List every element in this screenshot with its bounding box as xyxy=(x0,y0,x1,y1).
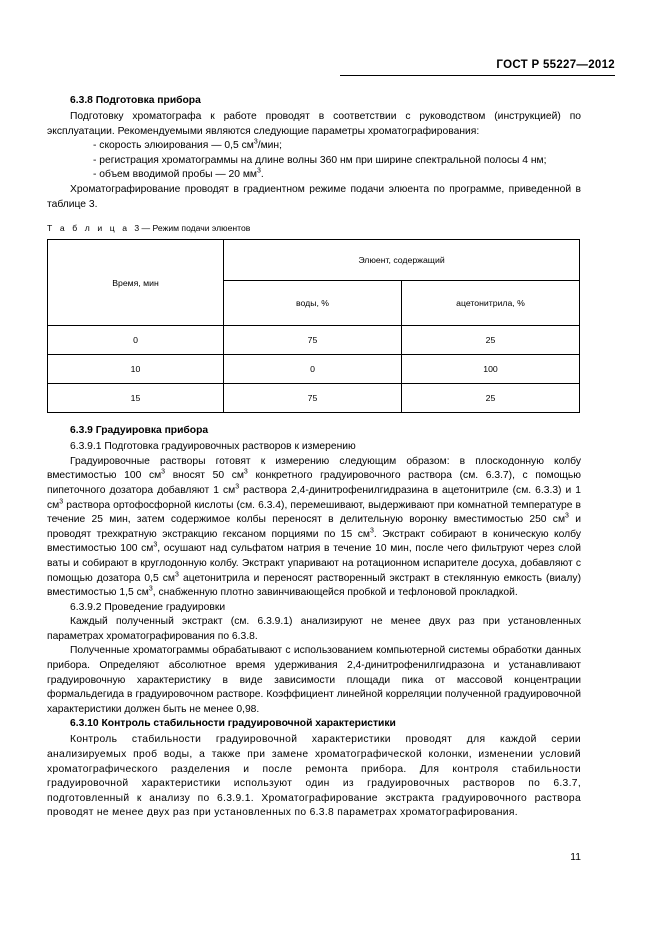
table-caption-title: Режим подачи элюентов xyxy=(152,223,251,234)
running-header xyxy=(340,58,615,76)
cell-time: 15 xyxy=(48,384,224,413)
cell-water: 75 xyxy=(224,384,402,413)
frag-i: ацетонитрила и переносят растворенный экстракт в стеклянную емкость (виалу) вместимостью 1,5 см xyxy=(47,572,581,599)
paragraph-6391 xyxy=(47,455,581,601)
cell-water: 0 xyxy=(224,355,402,384)
frag-a: Градуировочные растворы готовят к измерению следующим образом: в плоскодонную колбу вместимостью 100 см xyxy=(47,455,581,482)
sup-cm3: 3 xyxy=(153,541,158,549)
frag-f: и проводят трехкратную экстракцию гексаном порциями по 15 см xyxy=(47,514,581,540)
cell-time: 0 xyxy=(48,326,224,355)
section-heading-638: 6.3.8 Подготовка прибора xyxy=(70,95,201,106)
frag-d: раствора 2,4-динитрофенилгидразина в ацетонитриле (см. 6.3.3) и 1 см xyxy=(47,484,581,511)
paragraph-6392-second: Полученные хроматограммы обрабатывают с использованием компьютерной системы обработки данных прибора. Определяют абсолютное время удерживания 2,4-динитрофенилгидразона и устанавливают градуировочную характеристику в виде зависимости площади пика от массовой концентрации формальдегида в градуировочном растворе. Коэффициент линейной корреляции полученной градуировочной характеристики должен быть не менее 0,98. xyxy=(47,645,581,715)
sup-cm3: 3 xyxy=(243,468,248,476)
cell-water: 75 xyxy=(224,326,402,355)
paragraph-6310: Контроль стабильности градуировочной характеристики проводят для каждой серии анализируемых проб воды, а также при замене хроматографической колонки, изменении условий хроматографического разделения и после ремонта прибора. Для контроля стабильности градуировочной характеристики используют один из градуировочных растворов по 6.3.7, подготовленный к анализу по 6.3.9.1. Хроматографирование экстракта градуировочного раствора проводят не менее двух раз при установленных по 6.3.8 параметрах хроматографирования. xyxy=(47,734,581,819)
sup-cm3: 3 xyxy=(565,512,569,520)
header-cell-water: воды, % xyxy=(224,281,402,326)
table-row xyxy=(48,355,580,384)
bullet-wavelength: - регистрация хроматограммы на длине волны 360 нм при ширине спектральной полосы 4 нм; xyxy=(93,154,547,166)
section-heading-6310: 6.3.10 Контроль стабильности градуировочной характеристики xyxy=(70,718,396,730)
header-cell-time: Время, мин xyxy=(48,240,224,326)
bullet-sample-volume xyxy=(47,168,581,183)
table-row xyxy=(48,384,580,413)
paragraph-638-closing: Хроматографирование проводят в градиентном режиме подачи элюента по программе, приведенной в таблице 3. xyxy=(47,183,581,210)
cell-acetonitrile: 25 xyxy=(402,326,580,355)
table-header-row-1 xyxy=(48,240,580,281)
cell-time: 10 xyxy=(48,355,224,384)
frag-g: . Экстракт собирают в коническую колбу вместимостью 100 см xyxy=(47,528,581,555)
bullet-sample-volume-post: . xyxy=(260,169,264,181)
frag-e: раствора ортофосфорной кислоты (см. 6.3.4), перемешивают, выдерживают при комнатной температуре в течение 25 мин, затем содержимое колбы переносят в делительную воронку вместимостью 250 см xyxy=(47,499,581,526)
sup-cm3: 3 xyxy=(148,585,153,593)
page-content xyxy=(47,94,581,821)
sup-cm3: 3 xyxy=(235,483,240,491)
frag-h: , осушают над сульфатом натрия в течение 10 мин, после чего фильтруют через слой ваты и собирают в круглодонную колбу. Экстракт упаривают на ротационном испарителе досуха, добавляют с помощью дозатора 0,5 см xyxy=(47,543,581,584)
spacer-before-table xyxy=(47,212,581,223)
table-body xyxy=(48,326,580,413)
sup-cm3: 3 xyxy=(175,571,179,579)
table-caption-label: Т а б л и ц а xyxy=(47,223,130,234)
paragraph-638-intro: Подготовку хроматографа к работе проводят в соответствии с руководством (инструкцией) по эксплуатации. Рекомендуемыми являются следующие параметры хроматографирования: xyxy=(47,111,581,137)
paragraph-6392-first: Каждый полученный экстракт (см. 6.3.9.1) анализируют не менее двух раз при установленных параметрах хроматографирования по 6.3.8. xyxy=(47,616,581,642)
bullet-elution-rate-pre: - скорость элюирования — 0,5 см xyxy=(93,140,254,152)
subsection-heading-6392: 6.3.9.2 Проведение градуировки xyxy=(70,601,226,613)
header-rule xyxy=(340,75,615,76)
header-cell-eluent-group: Элюент, содержащий xyxy=(224,240,580,281)
table-row xyxy=(48,326,580,355)
bullet-sample-volume-sup: 3 xyxy=(257,167,261,175)
frag-c: конкретного градуировочного раствора (см. 6.3.7), с помощью пипеточного дозатора добавляют 1 см xyxy=(47,470,581,496)
spacer-after-table xyxy=(47,413,581,424)
header-cell-acetonitrile: ацетонитрила, % xyxy=(402,281,580,326)
bullet-elution-rate-post: /мин; xyxy=(257,140,282,152)
sup-cm3: 3 xyxy=(369,527,374,535)
cell-acetonitrile: 100 xyxy=(402,355,580,384)
table-head xyxy=(48,240,580,326)
sup-cm3: 3 xyxy=(161,468,166,476)
frag-b: вносят 50 см xyxy=(165,470,244,482)
table-caption-number: 3 xyxy=(134,223,140,234)
page-number: 11 xyxy=(570,852,581,863)
frag-j: , снабженную плотно завинчивающейся пробкой и тефлоновой прокладкой. xyxy=(152,587,518,599)
subsection-heading-6391: 6.3.9.1 Подготовка градуировочных растворов к измерению xyxy=(70,441,356,453)
table-caption xyxy=(47,223,581,234)
bullet-sample-volume-pre: - объем вводимой пробы — 20 мм xyxy=(93,169,257,181)
section-heading-639: 6.3.9 Градуировка прибора xyxy=(70,425,209,437)
eluent-program-table xyxy=(47,239,580,413)
sup-cm3: 3 xyxy=(59,498,64,506)
bullet-elution-rate xyxy=(47,139,581,154)
bullet-elution-rate-sup: 3 xyxy=(253,138,258,146)
cell-acetonitrile: 25 xyxy=(402,384,580,413)
table-caption-dash: — xyxy=(141,223,151,234)
standard-designation: ГОСТ Р 55227—2012 xyxy=(496,59,615,71)
